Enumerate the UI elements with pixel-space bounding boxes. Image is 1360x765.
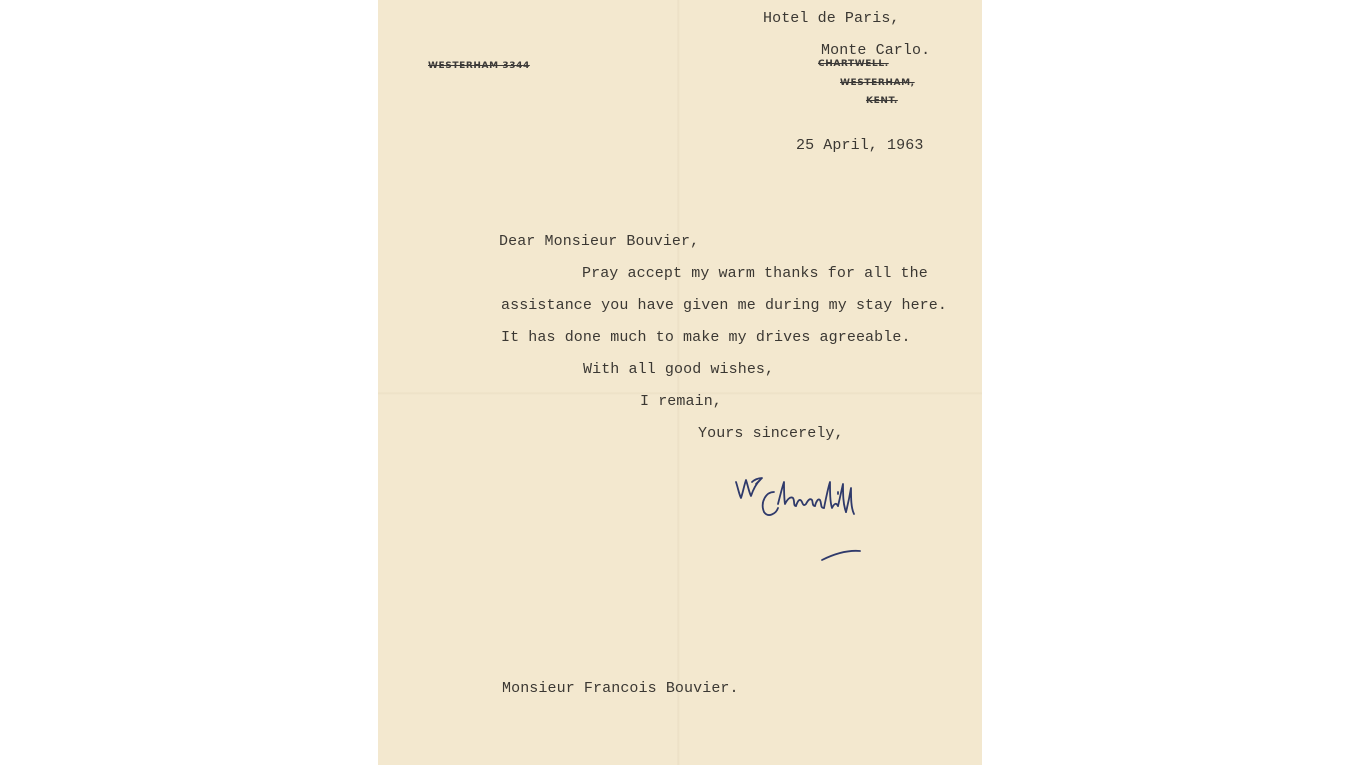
letter-page [378, 0, 982, 765]
letterhead-telephone: WESTERHAM 3344 [428, 61, 530, 71]
sender-address-line-2: Monte Carlo. [821, 42, 931, 59]
signature-mark [730, 468, 870, 568]
closing-yours-sincerely: Yours sincerely, [698, 425, 844, 442]
letter-date: 25 April, 1963 [796, 137, 924, 154]
closing-i-remain: I remain, [640, 393, 722, 410]
sender-address-line-1: Hotel de Paris, [763, 10, 900, 27]
letterhead-address-line-3: KENT. [866, 96, 898, 106]
letterhead-address-line-2: WESTERHAM, [840, 78, 915, 88]
letterhead-address-line-1: CHARTWELL. [818, 59, 889, 69]
body-line-2: assistance you have given me during my stay here. [501, 297, 947, 314]
salutation: Dear Monsieur Bouvier, [499, 233, 700, 250]
recipient-name: Monsieur Francois Bouvier. [502, 680, 739, 697]
body-line-3: It has done much to make my drives agreeable. [501, 329, 911, 346]
body-line-1: Pray accept my warm thanks for all the [582, 265, 928, 282]
closing-good-wishes: With all good wishes, [583, 361, 775, 378]
